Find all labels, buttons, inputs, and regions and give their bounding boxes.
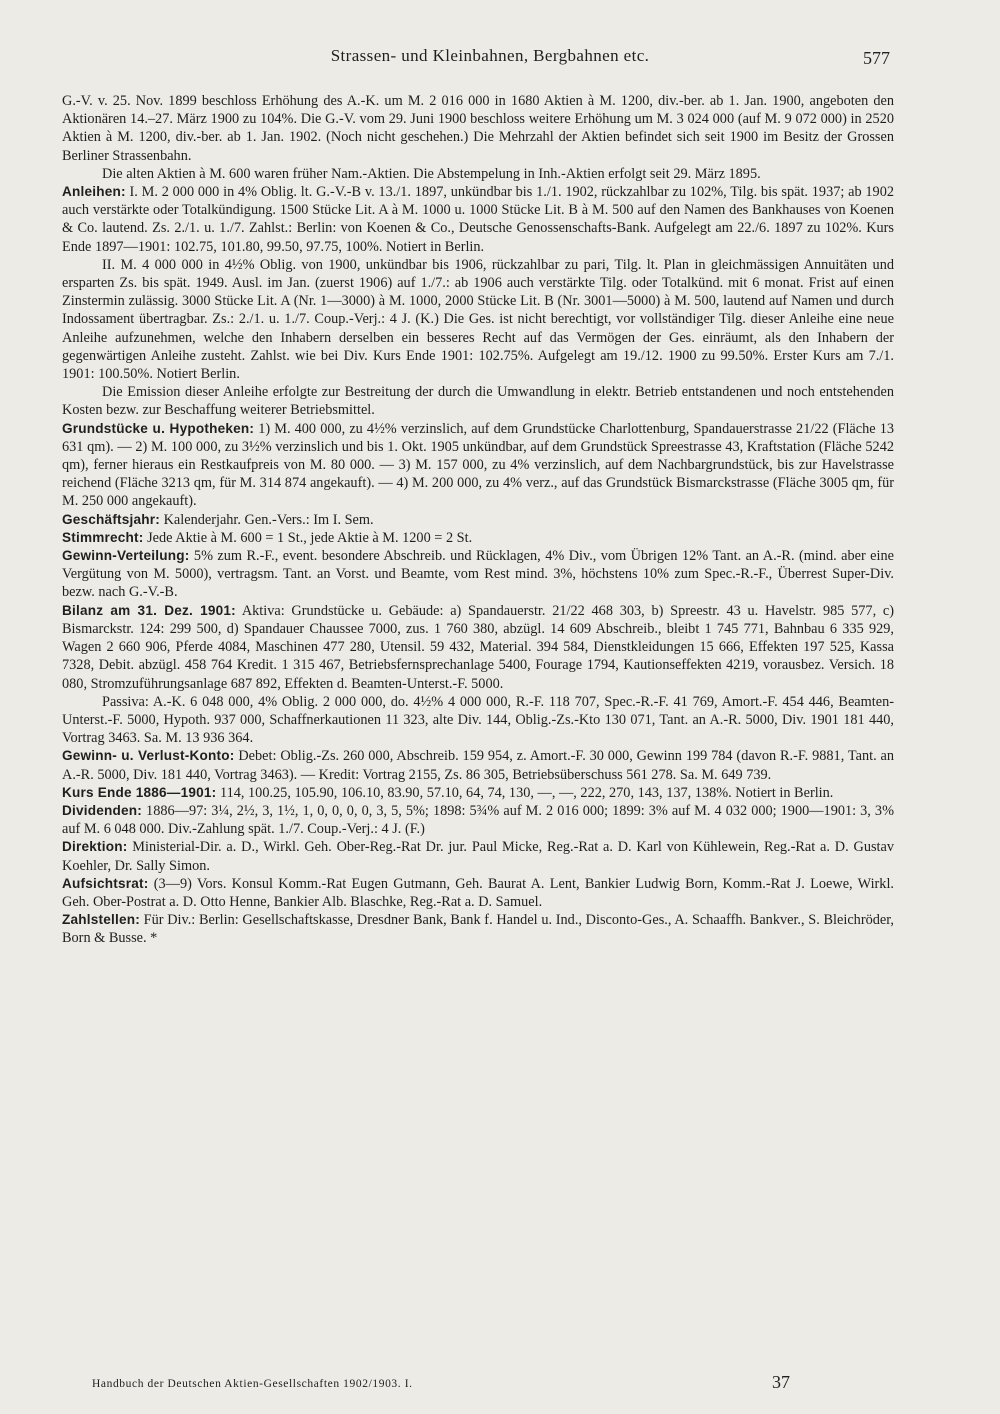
paragraph-text: Kalenderjahr. Gen.-Vers.: Im I. Sem. [163, 511, 374, 528]
paragraph-lead: Dividenden: [62, 802, 142, 818]
paragraph-balance-liabilities [62, 693, 894, 748]
paragraph-fiscal-year [62, 511, 894, 529]
paragraph-profit-distribution [62, 547, 894, 602]
paragraph-text: Passiva: A.-K. 6 048 000, 4% Oblig. 2 000 000, do. 4½% 4 000 000, R.-F. 118 707, Spec.-R.-F. 41 769, Amort.-F. 454 446, Beamten-Unterst.-F. 5000, Hypoth. 937 000, Schaffnerkautionen 11 323, alte Div. 144, Oblig.-Zs.-Kto 130 071, Tant. an A.-R. 5000, Div. 1901 181 440, Vortrag 3463. Sa. M. 13 936 364. [62, 693, 894, 747]
paragraph-dividends [62, 802, 894, 838]
paragraph-lead: Gewinn- u. Verlust-Konto: [62, 748, 235, 764]
paragraph-loans-1 [62, 183, 894, 256]
paragraph-paying-agents [62, 911, 894, 947]
running-title: Strassen- und Kleinbahnen, Bergbahnen etc. [330, 46, 650, 65]
sheet-signature-number: 37 [772, 1372, 790, 1392]
running-head [90, 46, 890, 70]
paragraph-loans-2 [62, 256, 894, 383]
paragraph-lead: Direktion: [62, 839, 128, 855]
paragraph-text: Debet: Oblig.-Zs. 260 000, Abschreib. 159 954, z. Amort.-F. 30 000, Gewinn 199 784 (davon R.-F. 9881, Tant. an A.-R. 5000, Div. 181 440, Vortrag 3463). — Kredit: Vortrag 2155, Zs. 86 305, Betriebsüberschuss 561 278. Sa. M. 649 739. [62, 748, 895, 783]
paragraph-text: G.-V. v. 25. Nov. 1899 beschloss Erhöhung des A.-K. um M. 2 016 000 in 1680 Aktien à M. 1200, div.-ber. ab 1. Jan. 1900, angeboten den Aktionären 14.–27. März 1900 zu 104%. Die G.-V. vom 29. Juni 1900 beschloss weitere Erhöhung um M. 3 024 000 (auf M. 9 072 000) in 2520 Aktien à M. 1200, div.-ber. ab 1. Jan. 1902. (Noch nicht geschehen.) Die Mehrzahl der Aktien befindet sich seit 1900 im Besitz der Grossen Berliner Strassenbahn. [62, 93, 894, 164]
paragraph-text: Die alten Aktien à M. 600 waren früher Nam.-Aktien. Die Abstempelung in Inh.-Aktien erfolgt seit 29. März 1895. [102, 165, 761, 182]
paragraph-voting-rights [62, 529, 894, 547]
paragraph-balance-assets [62, 602, 894, 693]
paragraph-lead: Aufsichtsrat: [62, 875, 149, 891]
paragraph-old-shares [62, 165, 894, 183]
paragraph-text: 5% zum R.-F., event. besondere Abschreib. und Rücklagen, 4% Div., vom Übrigen 12% Tant. an A.-R. (mind. aber eine Vergütung von M. 5000), vertragsm. Tant. an Vorst. und Beamte, vom Rest mind. 3%, höchstens 10% zum Spec.-R.-F., Überrest Super-Div. bezw. nach G.-V.-B. [62, 548, 894, 601]
page-footer [92, 1372, 812, 1398]
paragraph-text: Jede Aktie à M. 600 = 1 St., jede Aktie à M. 1200 = 2 St. [147, 529, 473, 546]
paragraph-text: I. M. 2 000 000 in 4% Oblig. lt. G.-V.-B v. 13./1. 1897, unkündbar bis 1./1. 1902, rückzahlbar zu 102%, Tilg. bis spät. 1937; ab 1902 auch verstärkte oder Totalkündigung. 1500 Stücke Lit. A à M. 1000 u. 1000 Stücke Lit. B à M. 500 auf den Namen des Bankhauses von Koenen & Co. lautend. Zs. 2./1. u. 1./7. Zahlst.: Berlin: von Koenen & Co., Deutsche Genossenschafts-Bank. Aufgelegt am 22./6. 1897 zu 102%. Kurs Ende 1897—1901: 102.75, 101.80, 99.50, 97.75, 100%. Notiert in Berlin. [62, 184, 894, 255]
body-text [62, 92, 894, 948]
paragraph-price-history [62, 784, 894, 802]
paragraph-profit-loss [62, 747, 894, 783]
paragraph-capital-increase [62, 92, 894, 165]
paragraph-text: 114, 100.25, 105.90, 106.10, 83.90, 57.10, 64, 74, 130, —, —, 222, 270, 143, 137, 138%. Notiert in Berlin. [219, 784, 834, 801]
paragraph-lead: Geschäftsjahr: [62, 511, 160, 527]
footer-publication-title: Handbuch der Deutschen Aktien-Gesellschaften 1902/1903. I. [92, 1378, 413, 1390]
paragraph-lead: Zahlstellen: [62, 912, 140, 928]
paragraph-supervisory-board [62, 875, 894, 911]
paragraph-lead: Kurs Ende 1886—1901: [62, 784, 217, 800]
paragraph-text: Die Emission dieser Anleihe erfolgte zur Bestreitung der durch die Umwandlung in elektr. Betrieb entstandenen und noch entstehenden Kosten bezw. zur Beschaffung weiterer Betriebsmittel. [62, 384, 894, 419]
paragraph-text: Für Div.: Berlin: Gesellschaftskasse, Dresdner Bank, Bank f. Handel u. Ind., Disconto-Ges., A. Schaaffh. Bankver., S. Bleichröder, Born & Busse. * [62, 912, 894, 947]
paragraph-lead: Gewinn-Verteilung: [62, 548, 190, 564]
paragraph-text: II. M. 4 000 000 in 4½% Oblig. von 1900, unkündbar bis 1906, rückzahlbar zu pari, Tilg. lt. Plan in gleichmässigen Annuitäten und ersparten Zs. bis spät. 1949. Ausl. im Jan. (zuerst 1906) auf 1./7.: ab 1906 auch verstärkte Tilg. oder Totalkünd. mit 6 monat. Frist auf einen Zinstermin zulässig. 3000 Stücke Lit. A (Nr. 1—3000) à M. 1000, 2000 Stücke Lit. B (Nr. 3001—5000) à M. 500, lautend auf Namen und durch Indossament übertragbar. Zs.: 2./1. u. 1./7. Coup.-Verj.: 4 J. (K.) Die Ges. ist nicht berechtigt, vor vollständiger Tilg. dieser Anleihe eine neue Anleihe aufzunehmen, welche den Inhabern derselben ein besseres Recht auf das Vermögen der Ges. einräumt, als den Inhabern der gegenwärtigen Anleihe zusteht. Zahlst. wie bei Div. Kurs Ende 1901: 102.75%. Aufgelegt am 19./12. 1900 zu 99.50%. Erster Kurs am 7./1. 1901: 100.50%. Notiert Berlin. [62, 256, 894, 383]
paragraph-text: Aktiva: Grundstücke u. Gebäude: a) Spandauerstr. 21/22 468 303, b) Spreestr. 43 u. Havelstr. 985 577, c) Bismarckstr. 124: 299 500, d) Spandauer Chaussee 7000, zus. 1 760 380, abzügl. 14 609 Abschreib., bleibt 1 745 771, Bahnbau 6 335 929, Wagen 2 660 906, Pferde 4084, Maschinen 477 280, Utensil. 59 432, Material. 394 584, Dienstkleidungen 15 666, Effekten 197 525, Kassa 7328, Debit. abzügl. 458 764 Kredit. 1 315 467, Betriebsfernsprechanlage 5400, Fourage 1794, Kautionseffekten 4219, vorausbez. Versich. 18 080, Stromzuführungsanlage 687 892, Effekten d. Beamten-Unterst.-F. 5000. [62, 602, 894, 692]
paragraph-lead: Grundstücke u. Hypotheken: [62, 420, 255, 436]
paragraph-real-estate [62, 420, 894, 511]
paragraph-lead: Anleihen: [62, 184, 126, 200]
page-number: 577 [863, 48, 890, 68]
paragraph-lead: Bilanz am 31. Dez. 1901: [62, 602, 236, 618]
paragraph-text: 1) M. 400 000, zu 4½% verzinslich, auf dem Grundstücke Charlottenburg, Spandauerstrasse 21/22 (Fläche 13 631 qm). — 2) M. 100 000, zu 3½% verzinslich und bis 1. Okt. 1905 unkündbar, auf dem Grundstück Spreestrasse 43, Kraftstation (Fläche 5242 qm), ferner hieraus ein Restkaufpreis von M. 80 000. — 3) M. 157 000, zu 4% verzinslich, auf dem Nachbargrundstück, bis zur Havelstrasse reichend (Fläche 3213 qm, für M. 314 874 angekauft). — 4) M. 200 000, zu 4% verz., auf das Grundstück Bismarckstrasse (Fläche 3005 qm, für M. 250 000 angekauft). [62, 420, 895, 510]
paragraph-lead: Stimmrecht: [62, 529, 144, 545]
paragraph-text: 1886—97: 3¼, 2½, 3, 1½, 1, 0, 0, 0, 0, 3, 5, 5%; 1898: 5¾% auf M. 2 016 000; 1899: 3% auf M. 4 032 000; 1900—1901: 3, 3% auf M. 6 048 000. Div.-Zahlung spät. 1./7. Coup.-Verj.: 4 J. (F.) [62, 802, 894, 838]
paragraph-text: Ministerial-Dir. a. D., Wirkl. Geh. Ober-Reg.-Rat Dr. jur. Paul Micke, Reg.-Rat a. D. Karl von Kühlewein, Reg.-Rat a. D. Gustav Koehler, Dr. Sally Simon. [62, 839, 895, 874]
paragraph-text: (3—9) Vors. Konsul Komm.-Rat Eugen Gutmann, Geh. Baurat A. Lent, Bankier Ludwig Born, Komm.-Rat J. Loewe, Wirkl. Geh. Ober-Postrat a. D. Otto Henne, Bankier Alb. Blaschke, Reg.-Rat a. D. Samuel. [62, 875, 894, 910]
paragraph-emission [62, 383, 894, 419]
paragraph-management [62, 838, 894, 874]
